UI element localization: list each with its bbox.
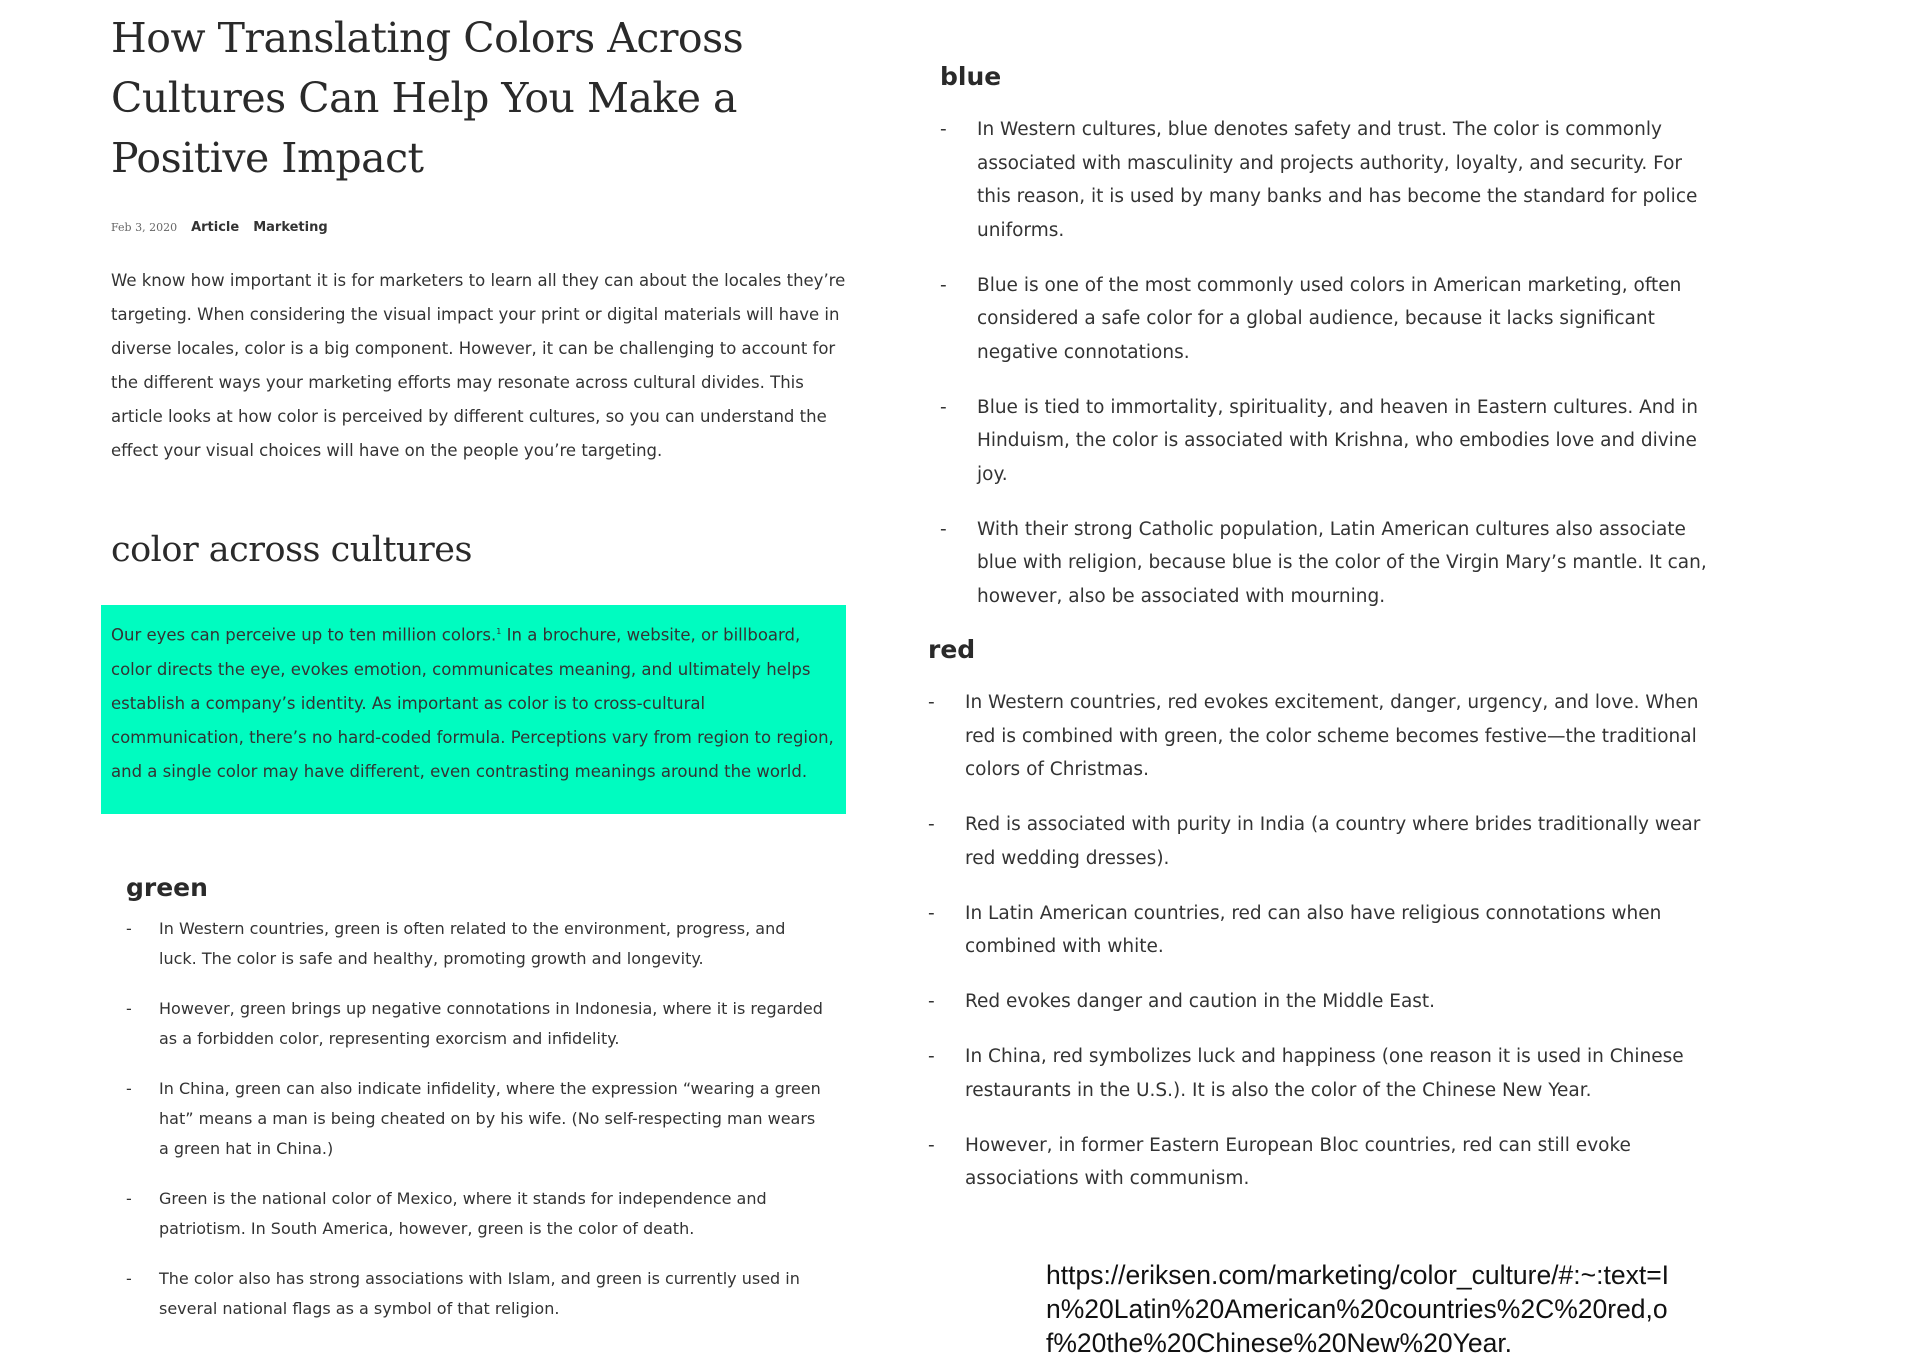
bullet-dash: - — [126, 999, 132, 1018]
list-item — [928, 897, 1718, 964]
bullet-dash: - — [940, 396, 947, 418]
blue-list — [940, 113, 1720, 635]
intro-paragraph: We know how important it is for marketers to learn all they can about the locales they’re targeting. When considering the visual impact your print or digital materials will have in diverse locales, color is a big component. However, it can be challenging to account for the different ways your marketing efforts may resonate across cultural divides. This article looks at how color is perceived by different cultures, so you can understand the effect your visual choices will have on the people you’re targeting. — [111, 271, 846, 460]
red-heading: red — [928, 635, 976, 664]
list-item-text: Green is the national color of Mexico, where it stands for independence and patriotism. In South America, however, green is the color of death. — [159, 1189, 767, 1238]
list-item — [928, 1129, 1718, 1196]
list-item — [928, 686, 1718, 787]
list-item-text: Red evokes danger and caution in the Middle East. — [965, 991, 1436, 1012]
list-item — [940, 391, 1720, 492]
list-item-text: The color also has strong associations with Islam, and green is currently used in several national flags as a symbol of that religion. — [159, 1269, 800, 1318]
bullet-dash: - — [126, 919, 132, 938]
source-url: https://eriksen.com/marketing/color_culture/#:~:text=In%20Latin%20American%20countries%2C%20red,of%20the%20Chinese%20New%20Year. — [1046, 1260, 1670, 1358]
list-item — [126, 1184, 826, 1244]
list-item — [940, 113, 1720, 247]
bullet-dash: - — [940, 518, 947, 540]
bullet-dash: - — [928, 1134, 935, 1156]
list-item-text: In Western countries, red evokes excitement, danger, urgency, and love. When red is combined with green, the color scheme becomes festive—the traditional colors of Christmas. — [965, 692, 1699, 780]
bullet-dash: - — [126, 1079, 132, 1098]
highlight-text-start: Our eyes can perceive up to ten million colors. — [111, 625, 497, 645]
list-item-text: With their strong Catholic population, Latin American cultures also associate blue with religion, because blue is the color of the Virgin Mary’s mantle. It can, however, also be associated with mourning. — [977, 518, 1707, 607]
section-heading-cultures: color across cultures — [111, 530, 472, 570]
bullet-dash: - — [126, 1189, 132, 1208]
bullet-dash: - — [928, 991, 935, 1012]
list-item-text: However, in former Eastern European Bloc countries, red can still evoke associations with communism. — [965, 1134, 1631, 1189]
bullet-dash: - — [940, 274, 947, 296]
list-item — [126, 1074, 826, 1164]
red-list — [928, 686, 1718, 1217]
green-heading: green — [126, 873, 208, 902]
bullet-dash: - — [928, 692, 935, 713]
article-date: Feb 3, 2020 — [111, 221, 178, 234]
list-item — [928, 1040, 1718, 1107]
tag-article[interactable]: Article — [191, 220, 240, 235]
list-item-text: In Western countries, green is often related to the environment, progress, and luck. The color is safe and healthy, promoting growth and longevity. — [159, 919, 786, 968]
bullet-dash: - — [940, 119, 947, 140]
list-item — [928, 985, 1718, 1019]
highlight-text-rest: In a brochure, website, or billboard, color directs the eye, evokes emotion, communicates meaning, and ultimately helps establish a company’s identity. As important as color is to cross-cultural communication, there’s no hard-coded formula. Perceptions vary from region to region, and a single color may have different, even contrasting meanings around the world. — [111, 625, 834, 781]
tag-marketing[interactable]: Marketing — [253, 220, 328, 235]
left-column — [111, 0, 851, 1318]
bullet-dash: - — [126, 1269, 132, 1288]
list-item — [126, 914, 826, 974]
list-item-text: Blue is tied to immortality, spirituality, and heaven in Eastern cultures. And in Hinduism, the color is associated with Krishna, who embodies love and divine joy. — [977, 396, 1698, 485]
green-list — [126, 914, 826, 1344]
list-item-text: In China, green can also indicate infidelity, where the expression “wearing a green hat” means a man is being cheated on by his wife. (No self-respecting man wears a green hat in China.) — [159, 1079, 821, 1158]
highlighted-paragraph — [101, 605, 846, 814]
list-item — [126, 1264, 826, 1324]
list-item-text: Red is associated with purity in India (a country where brides traditionally wear red wedding dresses). — [965, 814, 1701, 869]
bullet-dash: - — [928, 1046, 935, 1067]
footnote-marker: 1 — [496, 627, 502, 636]
list-item — [928, 808, 1718, 875]
list-item — [940, 269, 1720, 370]
list-item — [940, 513, 1720, 614]
article-title: How Translating Colors Across Cultures Can Help You Make a Positive Impact — [111, 14, 744, 182]
bullet-dash: - — [928, 814, 935, 835]
list-item-text: Blue is one of the most commonly used colors in American marketing, often considered a safe color for a global audience, because it lacks significant negative connotations. — [977, 274, 1682, 363]
article-meta — [111, 220, 328, 235]
list-item-text: In Western cultures, blue denotes safety and trust. The color is commonly associated with masculinity and projects authority, loyalty, and security. For this reason, it is used by many banks and has become the standard for police uniforms. — [977, 119, 1698, 241]
blue-heading: blue — [940, 62, 1002, 91]
highlight-text — [111, 615, 836, 789]
list-item-text: In China, red symbolizes luck and happiness (one reason it is used in Chinese restaurants in the U.S.). It is also the color of the Chinese New Year. — [965, 1046, 1684, 1101]
list-item-text: However, green brings up negative connotations in Indonesia, where it is regarded as a forbidden color, representing exorcism and infidelity. — [159, 999, 823, 1048]
list-item — [126, 994, 826, 1054]
list-item-text: In Latin American countries, red can also have religious connotations when combined with white. — [965, 902, 1662, 957]
bullet-dash: - — [928, 902, 935, 924]
